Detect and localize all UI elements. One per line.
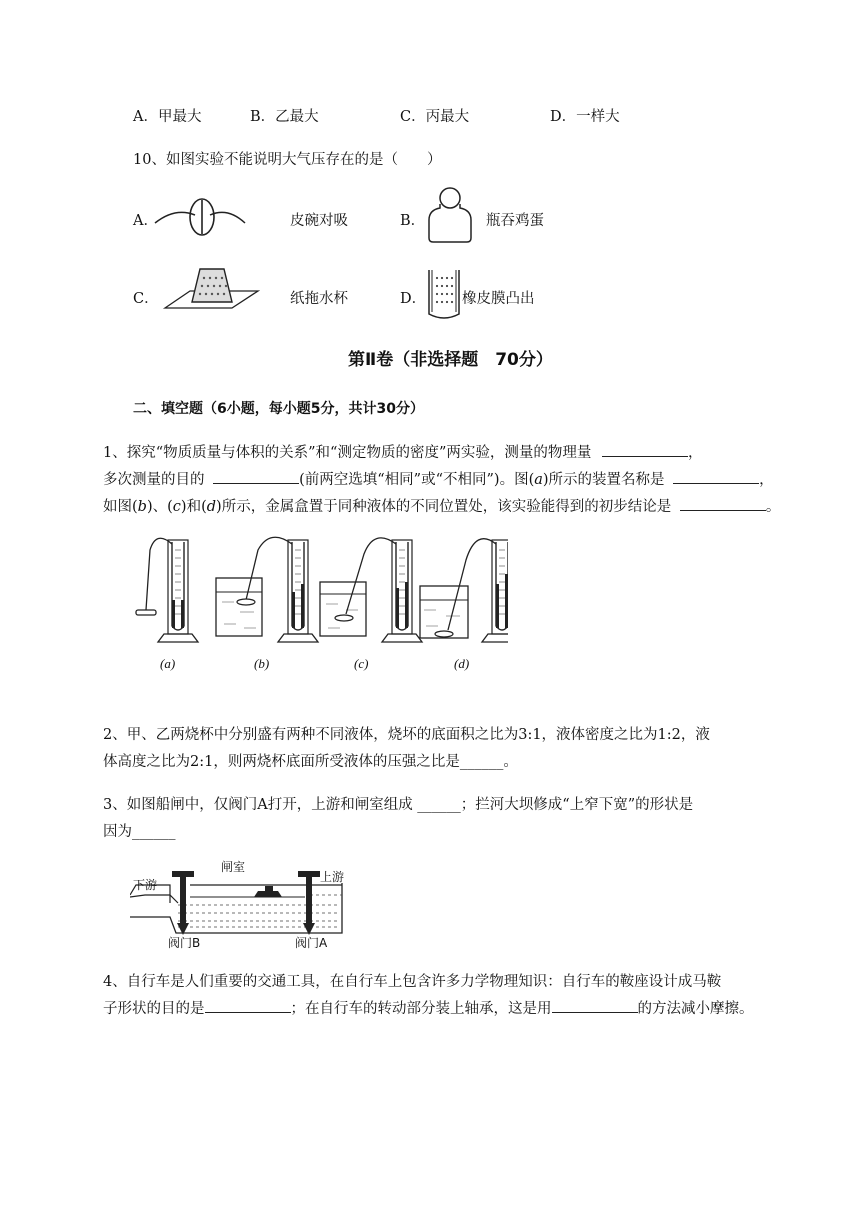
q10-option-b-letter: B． [400,213,426,229]
lock-label-gate-b: 阀门B [168,936,201,950]
suction-cups-figure [150,193,250,241]
lock-label-chamber: 闸室 [221,860,246,874]
fill1-line2: 多次测量的目的 (前两空选填“相同”或“不相同”)。图(a)所示的装置名称是 ， [103,468,774,489]
q10-option-d-letter: D． [400,291,427,307]
answer-blank[interactable] [680,496,766,511]
q10-option-c-text: 纸拖水杯 [290,291,348,307]
q10-option-c-letter: C． [133,291,159,307]
lock-label-downstream: 下游 [133,878,158,892]
fill4-line2: 子形状的目的是 ；在自行车的转动部分装上轴承，这是用 的方法减小摩擦。 [103,997,754,1018]
q10-option-d-text: 橡皮膜凸出 [462,291,535,307]
fill1-line3: 如图(b)、(c)和(d)所示，金属盒置于同种液体的不同位置处，该实验能得到的初步结论是 。 [103,495,780,516]
answer-blank[interactable] [673,469,759,484]
q9-option-d: D．一样大 [550,109,620,125]
answer-blank[interactable] [213,469,299,484]
fill4-line1: 4、自行车是人们重要的交通工具，在自行车上包含许多力学物理知识：自行车的鞍座设计成马鞍 [103,974,722,990]
fig-label-c: (c) [354,656,369,671]
q9-option-a: A．甲最大 [133,109,202,125]
q10-option-a-letter: A． [133,213,158,229]
rubber-membrane-figure [424,266,464,324]
q9-option-b: B．乙最大 [250,109,319,125]
q9-option-c: C．丙最大 [400,109,470,125]
paper-cup-figure [160,266,260,316]
section-title: 二、填空题（6小题，每小题5分，共计30分） [133,401,424,417]
fig-label-a: (a) [160,656,176,671]
fig-label-d: (d) [454,656,470,671]
fill3-line1: 3、如图船闸中，仅阀门A打开，上游和闸室组成 ______；拦河大坝修成“上窄下宽”的形状是 [103,797,694,813]
fig-label-b: (b) [254,656,270,671]
lock-label-upstream: 上游 [320,870,345,884]
manometer-figures [128,530,508,675]
fill2-line2: 体高度之比为2:1，则两烧杯底面所受液体的压强之比是______。 [103,754,518,770]
fill3-line2: 因为______ [103,824,176,840]
lock-label-gate-a: 阀门A [295,936,328,950]
bottle-egg-figure [425,186,475,246]
answer-blank[interactable] [205,998,291,1013]
answer-blank[interactable] [552,998,638,1013]
q10-stem: 10、如图实验不能说明大气压存在的是（ ） [133,152,442,168]
q10-option-b-text: 瓶吞鸡蛋 [486,213,544,229]
q10-option-a-text: 皮碗对吸 [290,213,348,229]
part2-title: 第Ⅱ卷（非选择题 70分） [348,350,553,370]
answer-blank[interactable] [602,442,688,457]
fill2-line1: 2、甲、乙两烧杯中分别盛有两种不同液体，烧坏的底面积之比为3:1，液体密度之比为1:2，液 [103,727,710,743]
fill1-line1: 1、探究“物质质量与体积的关系”和“测定物质的密度”两实验，测量的物理量 ， [103,441,702,462]
